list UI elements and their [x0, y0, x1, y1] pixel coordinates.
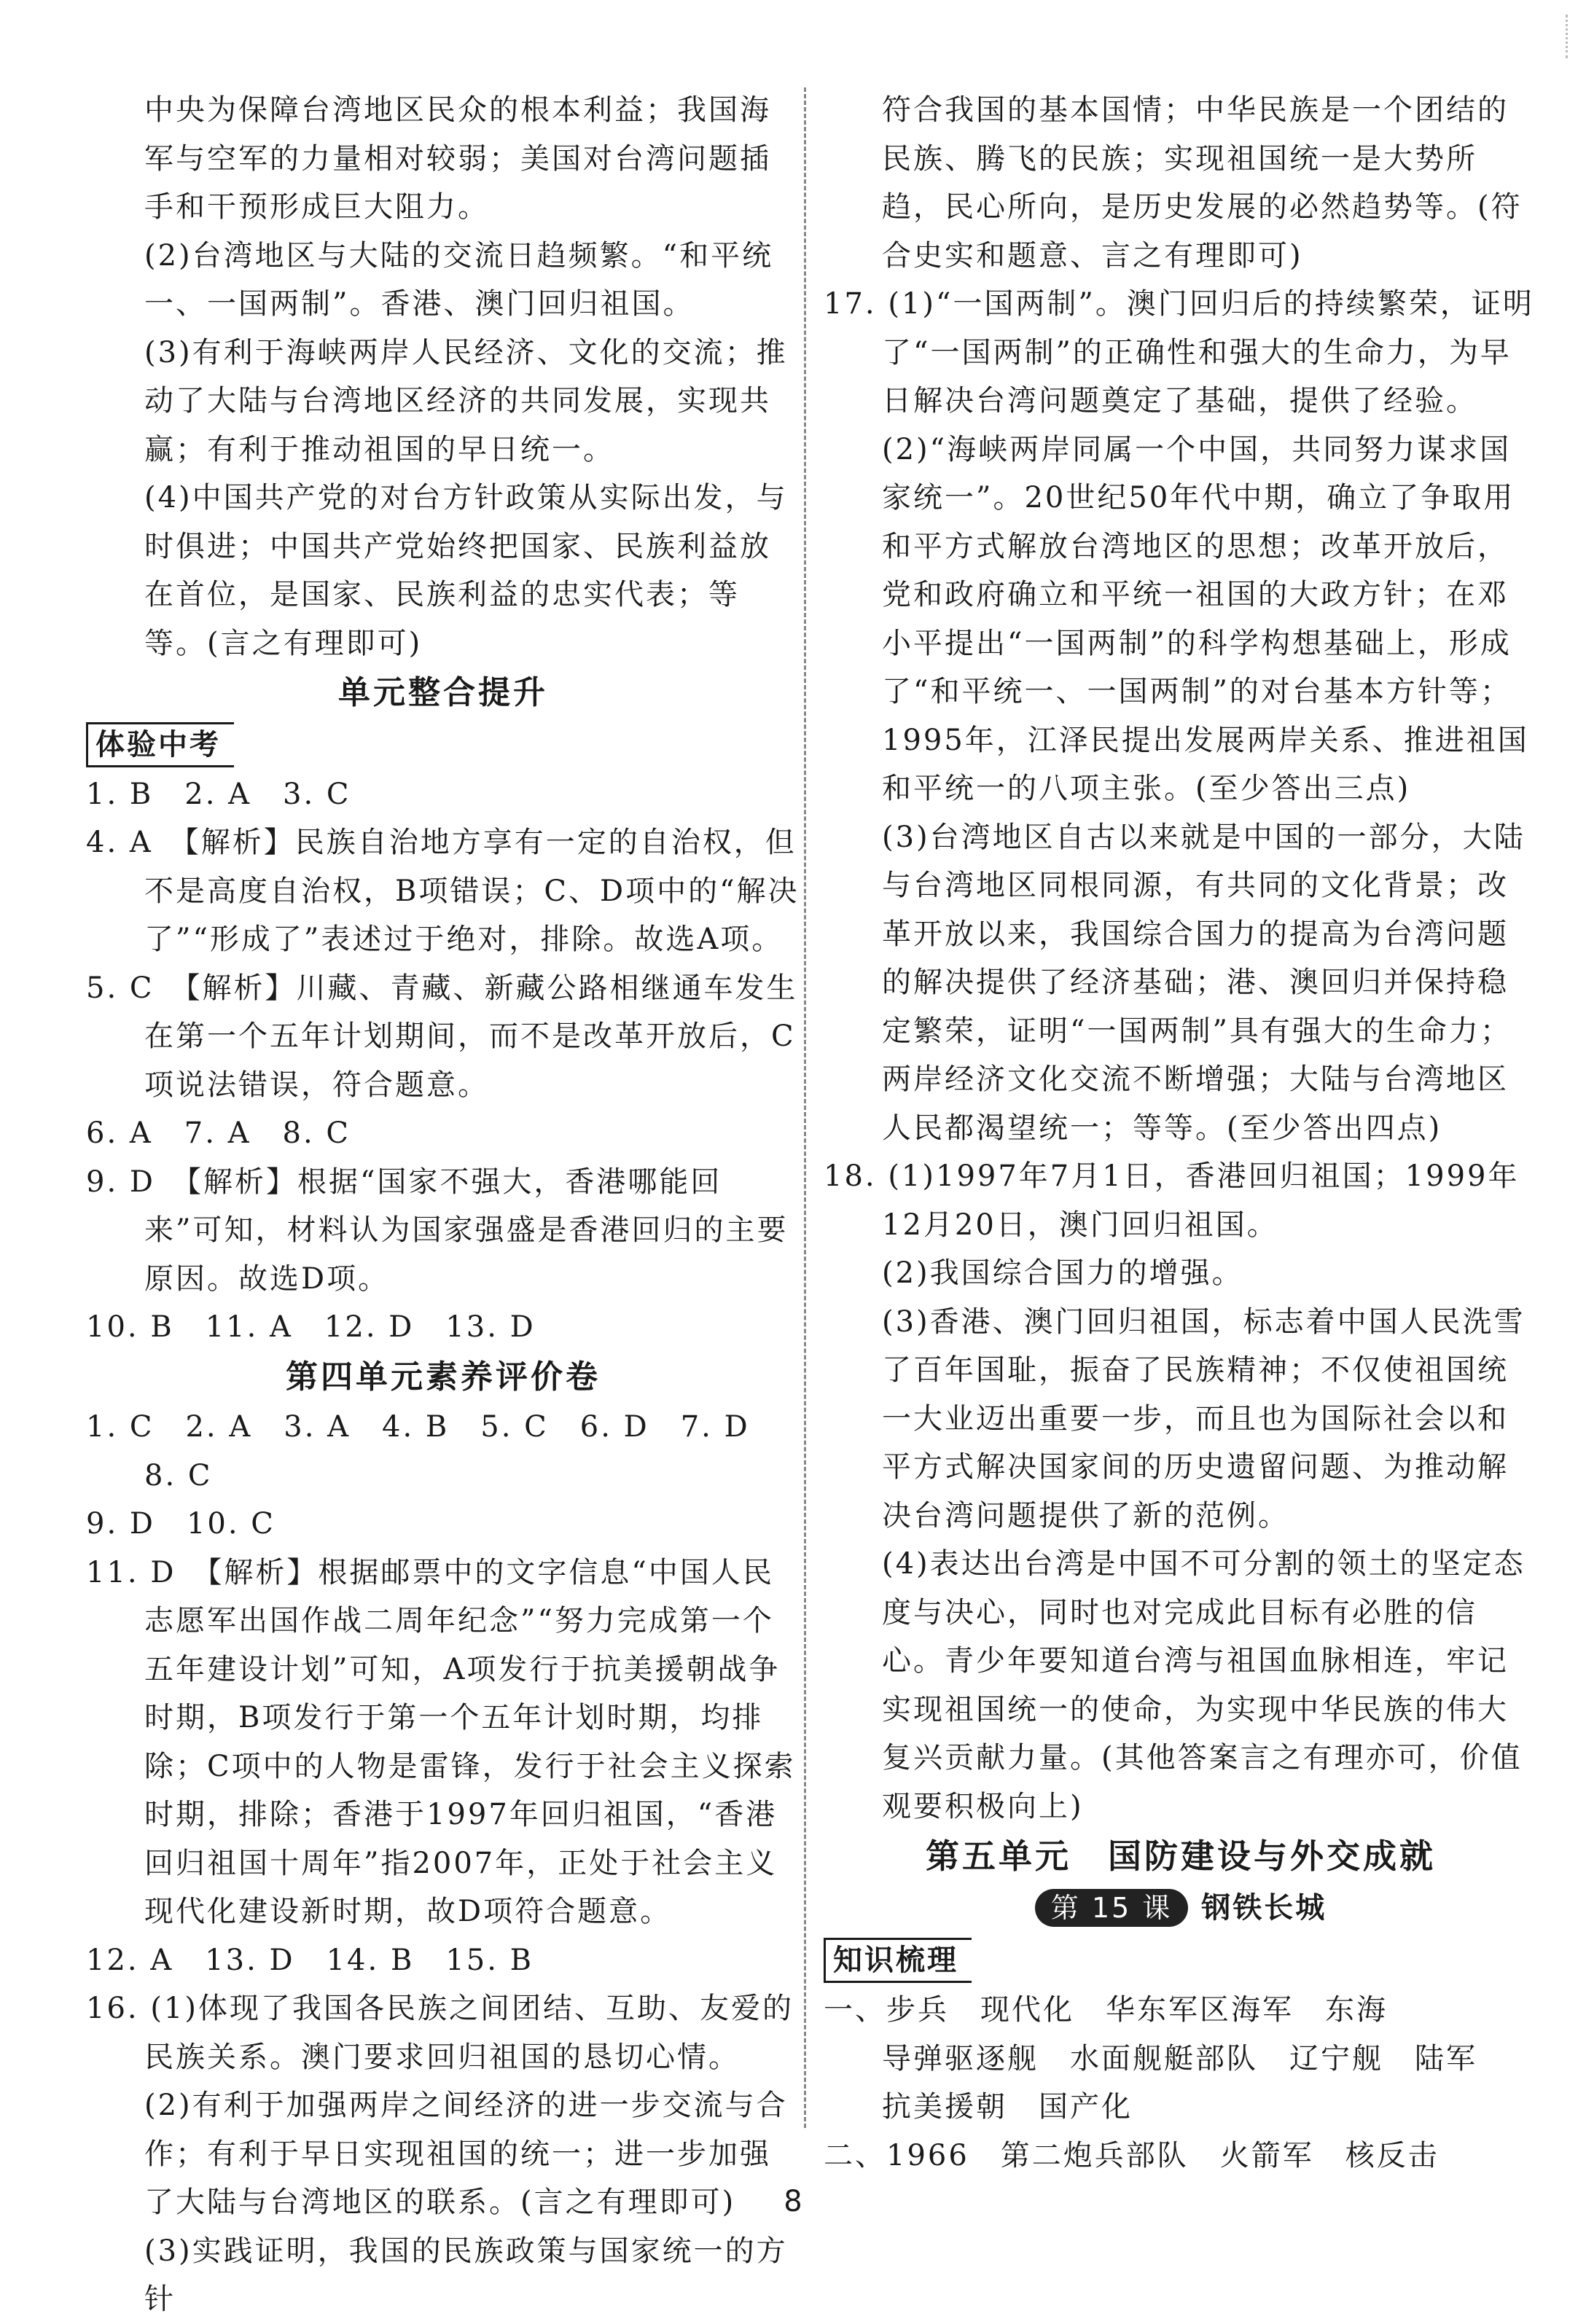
- section-title-unit-summary: 单元整合提升: [338, 674, 548, 711]
- right-column: [824, 86, 1538, 2180]
- knowledge-line: 导弹驱逐舰 水面舰艇部队 辽宁舰 陆军: [882, 2041, 1477, 2075]
- tag-experience-exam: 体验中考: [86, 722, 234, 767]
- left-column: [86, 86, 800, 2324]
- answer-line: 11. D 【解析】根据邮票中的文字信息“中国人民志愿军出国作战二周年纪念”“努力完成第一个五年建设计划”可知，A项发行于抗美援朝战争时期，B项发行于第一个五年计划时期，均排除；C项中的人物是雷锋，发行于社会主义探索时期，排除；香港于1997年回归祖国，“香港回归祖国十周年”指2007年，正处于社会主义现代化建设新时期，故D项符合题意。: [86, 1555, 796, 1928]
- knowledge-line: 二、1966 第二炮兵部队 火箭军 核反击: [824, 2138, 1439, 2172]
- answer-line: 5. C 【解析】川藏、青藏、新藏公路相继通车发生在第一个五年计划期间，而不是改革开放后，C项说法错误，符合题意。: [86, 971, 798, 1102]
- lesson-header: [824, 1884, 1538, 1933]
- answer-line: 12. A 13. D 14. B 15. B: [86, 1943, 534, 1977]
- answer-line: 18. (1)1997年7月1日，香港回归祖国；1999年12月20日，澳门回归祖国。: [824, 1159, 1520, 1242]
- answer-line: 6. A 7. A 8. C: [86, 1116, 351, 1150]
- answer-part: (3)台湾地区自古以来就是中国的一部分，大陆与台湾地区同根同源，有共同的文化背景；改革开放以来，我国综合国力的提高为台湾问题的解决提供了经济基础；港、澳回归并保持稳定繁荣，证明“一国两制”具有强大的生命力；两岸经济文化交流不断增强；大陆与台湾地区人民都渴望统一；等等。(至少答出四点): [882, 820, 1526, 1145]
- answer-part: (4)表达出台湾是中国不可分割的领土的坚定态度与决心，同时也对完成此目标有必胜的信心。青少年要知道台湾与祖国血脉相连，牢记实现祖国统一的使命，为实现中华民族的伟大复兴贡献力量。(其他答案言之有理亦可，价值观要积极向上): [882, 1547, 1526, 1823]
- knowledge-line: 抗美援朝 国产化: [882, 2090, 1133, 2124]
- answer-part: (3)香港、澳门回归祖国，标志着中国人民洗雪了百年国耻，振奋了民族精神；不仅使祖国统一大业迈出重要一步，而且也为国际社会以和平方式解决国家间的历史遗留问题、为推动解决台湾问题提供了新的范例。: [882, 1304, 1526, 1533]
- answer-line: 1. C 2. A 3. A 4. B 5. C 6. D 7. D 8. C: [86, 1410, 781, 1492]
- answer-part: (2)“海峡两岸同属一个中国，共同努力谋求国家统一”。20世纪50年代中期，确立了争取用和平方式解放台湾地区的思想；改革开放后，党和政府确立和平统一祖国的大政方针；在邓小平提出“一国两制”的科学构想基础上，形成了“和平统一、一国两制”的对台基本方针等；1995年，江泽民提出发展两岸关系、推进祖国和平统一的八项主张。(至少答出三点): [882, 432, 1529, 805]
- column-divider: [804, 87, 806, 2128]
- answer-line: 9. D 【解析】根据“国家不强大，香港哪能回来”可知，材料认为国家强盛是香港回归的主要原因。故选D项。: [86, 1165, 789, 1296]
- answer-line: 1. B 2. A 3. C: [86, 777, 351, 811]
- binding-mark: [1552, 15, 1568, 58]
- answer-part: (2)我国综合国力的增强。: [882, 1256, 1243, 1290]
- unit-title: 第五单元 国防建设与外交成就: [926, 1836, 1436, 1876]
- answer-line: 4. A 【解析】民族自治地方享有一定的自治权，但不是高度自治权，B项错误；C、D项中的“解决了”“形成了”表述过于绝对，排除。故选A项。: [86, 826, 800, 956]
- answer-line: 16. (1)体现了我国各民族之间团结、互助、友爱的民族关系。澳门要求回归祖国的恳切心情。: [86, 1992, 794, 2074]
- knowledge-line: 一、步兵 现代化 华东军区海军 东海: [824, 1993, 1388, 2027]
- answer-continued: 中央为保障台湾地区民众的根本利益；我国海军与空军的力量相对较弱；美国对台湾问题插手和干预形成巨大阻力。: [144, 93, 771, 224]
- lesson-title: 钢铁长城: [1201, 1890, 1327, 1925]
- answer-part-2: (2)台湾地区与大陆的交流日趋频繁。“和平统一、一国两制”。香港、澳门回归祖国。: [144, 238, 774, 321]
- answer-line: 9. D 10. C: [86, 1507, 276, 1541]
- answer-line: 10. B 11. A 12. D 13. D: [86, 1310, 536, 1344]
- section-title-eval: 第四单元素养评价卷: [286, 1358, 601, 1396]
- answer-line: 17. (1)“一国两制”。澳门回归后的持续繁荣，证明了“一国两制”的正确性和强大的生命力，为早日解决台湾问题奠定了基础，提供了经验。: [824, 287, 1534, 418]
- answer-part: (3)实践证明，我国的民族政策与国家统一的方针: [144, 2234, 788, 2316]
- page-number: 8: [784, 2185, 802, 2218]
- answer-part-4: (4)中国共产党的对台方针政策从实际出发，与时俱进；中国共产党始终把国家、民族利益放在首位，是国家、民族利益的忠实代表；等等。(言之有理即可): [144, 481, 788, 660]
- answer-continued: 符合我国的基本国情；中华民族是一个团结的民族、腾飞的民族；实现祖国统一是大势所趋，民心所向，是历史发展的必然趋势等。(符合史实和题意、言之有理即可): [882, 93, 1523, 273]
- answer-part-3: (3)有利于海峡两岸人民经济、文化的交流；推动了大陆与台湾地区经济的共同发展，实现共赢；有利于推动祖国的早日统一。: [144, 335, 788, 466]
- answer-part: (2)有利于加强两岸之间经济的进一步交流与合作；有利于早日实现祖国的统一；进一步加强了大陆与台湾地区的联系。(言之有理即可): [144, 2089, 788, 2219]
- lesson-badge: 第 15 课: [1035, 1889, 1189, 1927]
- tag-knowledge: 知识梳理: [824, 1938, 972, 1983]
